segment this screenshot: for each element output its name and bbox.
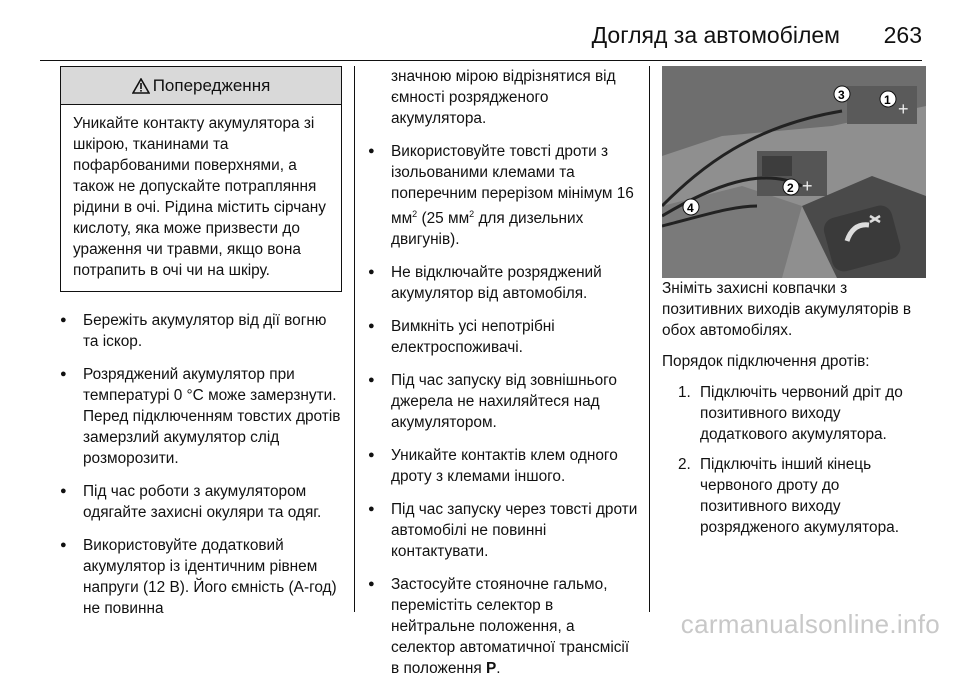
warning-text: Уникайте контакту акумулятора зі шкірою, тканинами та пофарбованими поверхнями, а також не допускайте потрапляння рідини в очі. Рідина містить сірчану кислоту, яка може призвести до ураження чи травми, якщо вона потрапить в очі чи на шкіру. xyxy=(73,115,326,279)
callout-label: 1 xyxy=(884,93,891,107)
section-title: Догляд за автомобілем xyxy=(591,22,840,48)
column-1 xyxy=(60,66,342,631)
warning-box xyxy=(60,66,342,292)
footer xyxy=(0,609,960,640)
list-item: ● Використовуйте товсті дроти з ізольованими клемами та поперечним перерізом мінімум 16 $мм^2$ (25 $мм^2$ для дизельних двигунів). xyxy=(368,141,638,250)
bullet-list xyxy=(368,141,638,679)
list-item: ● Під час роботи з акумулятором одягайте захисні окуляри та одяг. xyxy=(60,481,342,523)
callout-label: 3 xyxy=(838,88,845,102)
plus-icon: + xyxy=(802,176,813,196)
callout-label: 4 xyxy=(687,201,694,215)
column-2 xyxy=(368,66,638,691)
warning-title: Попередження xyxy=(152,76,271,95)
list-item: ● Не відключайте розряджений акумулятор від автомобіля. xyxy=(368,262,638,304)
list-item: ● Застосуйте стояночне гальмо, перемістіть селектор в нейтральне положення, а селектор автоматичної трансмісії в положення P. xyxy=(368,574,638,679)
page-number: 263 xyxy=(883,22,922,48)
list-item: ● Використовуйте додатковий акумулятор із ідентичним рівнем напруги (12 В). Його ємність (А-год) не повинна xyxy=(60,535,342,619)
order-intro: Порядок підключення дротів: xyxy=(662,353,870,370)
warning-header xyxy=(61,67,341,105)
page-header xyxy=(0,18,960,58)
list-item: ● Бережіть акумулятор від дії вогню та іскор. xyxy=(60,310,342,352)
continued-text: значною мірою відрізнятися від ємності розрядженого акумулятора. xyxy=(391,68,616,127)
column-divider xyxy=(354,66,355,612)
battery-jump-start-figure xyxy=(662,66,926,278)
list-item: ● Під час запуску через товсті дроти автомобілі не повинні контактувати. xyxy=(368,499,638,562)
list-item: 1. Підключіть червоний дріт до позитивного виходу додаткового акумулятора. xyxy=(678,384,903,443)
header-rule xyxy=(40,60,922,61)
plus-icon: + xyxy=(898,99,909,119)
list-item: ● Розряджений акумулятор при температурі 0 °C може замерзнути. Перед підключенням товстих дротів замерзлий акумулятор слід розморозити. xyxy=(60,364,342,469)
list-item: ● Під час запуску від зовнішнього джерела не нахиляйтеся над акумулятором. xyxy=(368,370,638,433)
column-divider xyxy=(649,66,650,612)
numbered-list xyxy=(662,382,930,538)
watermark: carmanualsonline.info xyxy=(680,609,940,639)
figure-caption: Зніміть захисні ковпачки з позитивних виходів акумуляторів в обох автомобілях. xyxy=(662,280,912,339)
list-item: 2. Підключіть інший кінець червоного дроту до позитивного виходу розрядженого акумулятора. xyxy=(678,456,899,536)
column-3 xyxy=(662,66,930,547)
bullet-list xyxy=(60,310,342,619)
callout-label: 2 xyxy=(787,181,794,195)
list-item: ● Вимкніть усі непотрібні електроспоживачі. xyxy=(368,316,638,358)
warning-triangle-icon xyxy=(132,78,150,94)
list-item: ● Уникайте контактів клем одного дроту з клемами іншого. xyxy=(368,445,638,487)
